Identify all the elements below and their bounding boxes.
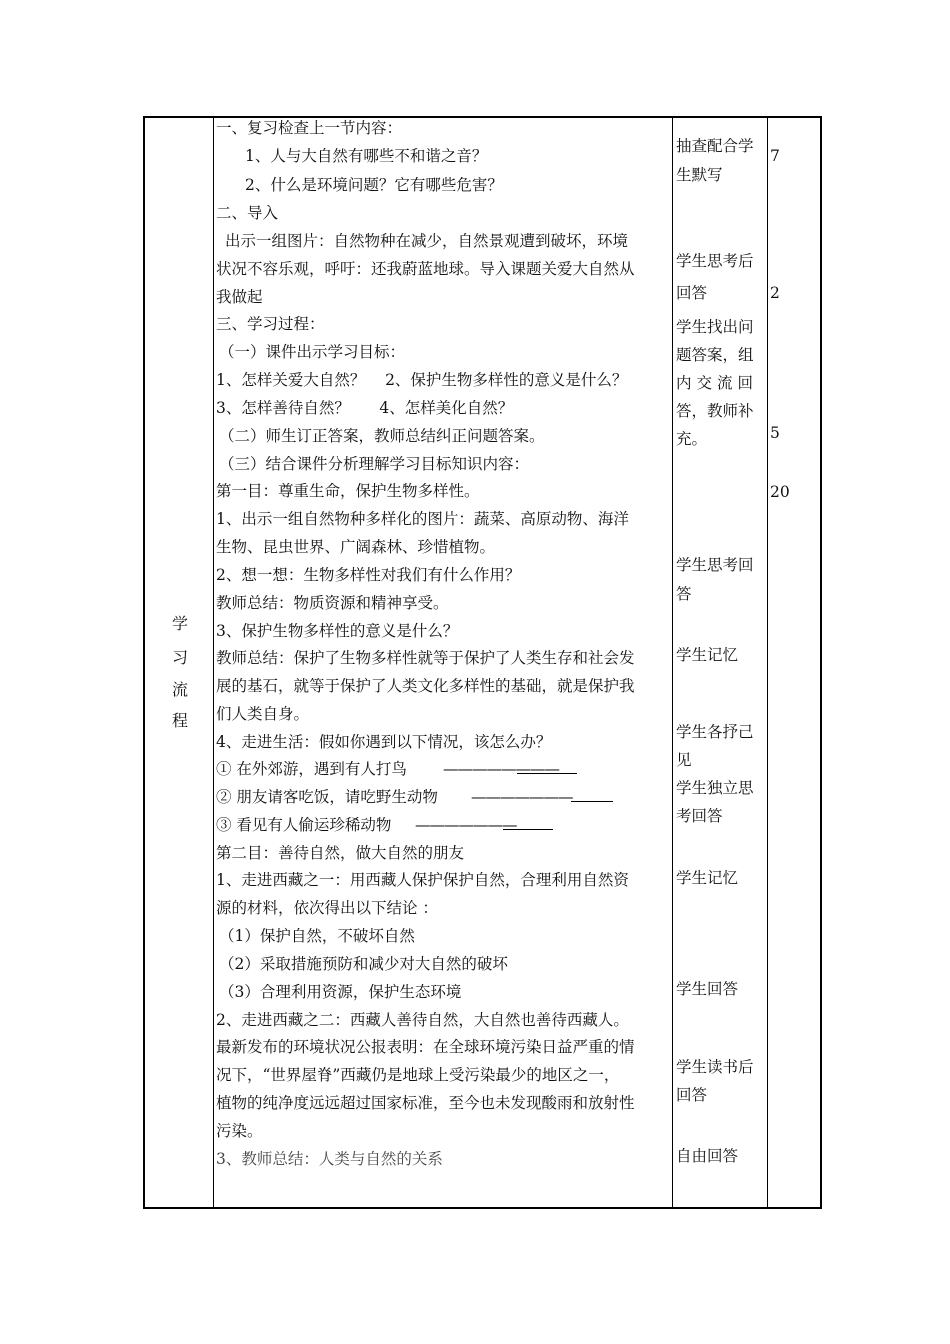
activity-line: 学生思考回 (676, 556, 754, 574)
dash-line: ——————— (471, 788, 573, 806)
content-line: 状况不容乐观，呼吁：还我蔚蓝地球。导入课题关爱大自然从 (216, 260, 635, 278)
dash-line: ———————— (443, 760, 559, 778)
content-line: 教师总结：保护了生物多样性就等于保护了人类生存和社会发 (216, 649, 635, 667)
content-line: 4、走进生活：假如你遇到以下情况，该怎么办？ (216, 733, 552, 751)
content-line: 1、出示一组自然物种多样化的图片：蔬菜、高原动物、海洋 (216, 510, 629, 528)
content-line: 们人类自身。 (216, 705, 310, 723)
activity-line: 学生思考后 (676, 252, 754, 270)
scenario-line (216, 759, 407, 779)
time-value: 5 (770, 424, 780, 442)
activity-line: 学生记忆 (676, 869, 739, 887)
time-value: 20 (770, 483, 790, 501)
section-label-char: 学 (171, 614, 188, 633)
activity-line: 学生读书后 (676, 1058, 754, 1076)
section-label-char: 程 (171, 711, 188, 730)
content-line: 二、导入 (216, 204, 279, 222)
activity-line: 见 (676, 751, 692, 769)
activity-line: 生默写 (676, 166, 723, 184)
content-line: 污染。 (216, 1122, 263, 1140)
content-line: 2、什么是环境问题？它有哪些危害？ (245, 176, 503, 194)
column-divider (767, 118, 768, 1207)
answer-blank (503, 815, 553, 830)
column-divider (213, 118, 214, 1207)
activity-line: 学生记忆 (676, 646, 739, 664)
content-line: 3、怎样善待自然？ 4、怎样美化自然？ (216, 399, 514, 417)
activity-line: 考回答 (676, 807, 723, 825)
content-line: 1、走进西藏之一：用西藏人保护保护自然，合理利用自然资 (216, 871, 629, 889)
scenario-text: ③ 看见有人偷运珍稀动物 (216, 816, 392, 834)
dash-line: ——————— (415, 816, 517, 834)
activity-line: 学生回答 (676, 980, 739, 998)
content-line: 3、教师总结：人类与自然的关系 (216, 1150, 443, 1168)
content-line: 三、学习过程： (216, 315, 325, 333)
content-line: （3）合理利用资源，保护生态环境 (219, 983, 462, 1001)
section-label-char: 习 (171, 648, 188, 667)
activity-line: 自由回答 (676, 1147, 739, 1165)
content-line: 1、人与大自然有哪些不和谐之音？ (245, 147, 488, 165)
time-value: 2 (770, 284, 780, 302)
answer-blank (571, 787, 613, 802)
content-line: 2、走进西藏之二：西藏人善待自然，大自然也善待西藏人。 (216, 1011, 629, 1029)
activity-line: 回答 (676, 1086, 708, 1104)
content-line: （三）结合课件分析理解学习目标知识内容： (219, 455, 530, 473)
content-line: （1）保护自然，不破坏自然 (219, 927, 415, 945)
activity-line: 学生找出问 (676, 318, 754, 336)
scenario-text: ① 在外郊游，遇到有人打鸟 (216, 760, 407, 778)
answer-blank (517, 759, 577, 774)
activity-line: 答 (676, 585, 692, 603)
scenario-line (216, 787, 438, 807)
lesson-flow-table (143, 116, 822, 1209)
content-line: 教师总结：物质资源和精神享受。 (216, 594, 449, 612)
content-line: 一、复习检查上一节内容： (216, 119, 403, 137)
content-line: 第一目：尊重生命，保护生物多样性。 (216, 482, 480, 500)
content-line: （二）师生订正答案，教师总结纠正问题答案。 (219, 427, 545, 445)
activity-line: 学生各抒己 (676, 723, 754, 741)
content-line: 最新发布的环境状况公报表明：在全球环境污染日益严重的情 (216, 1038, 635, 1056)
content-line: 展的基石，就等于保护了人类文化多样性的基础，就是保护我 (216, 677, 635, 695)
content-line: 1、怎样关爱大自然？ 2、保护生物多样性的意义是什么？ (216, 371, 628, 389)
content-line: 第二目：善待自然，做大自然的朋友 (216, 844, 465, 862)
content-line: 3、保护生物多样性的意义是什么？ (216, 622, 459, 640)
content-line: 植物的纯净度远远超过国家标准，至今也未发现酸雨和放射性 (216, 1094, 635, 1112)
content-line: 出示一组图片：自然物种在减少，自然景观遭到破坏，环境 (225, 232, 629, 250)
activity-line: 题答案，组 (676, 346, 754, 364)
activity-line: 学生独立思 (676, 779, 754, 797)
content-line: 生物、昆虫世界、广阔森林、珍惜植物。 (216, 538, 496, 556)
content-line: 况下，“世界屋脊”西藏仍是地球上受污染最少的地区之一， (216, 1066, 620, 1084)
content-line: （一）课件出示学习目标： (219, 343, 406, 361)
column-divider (672, 118, 673, 1207)
activity-line: 内交流回 (676, 374, 759, 392)
time-value: 7 (770, 147, 780, 165)
section-label-char: 流 (171, 680, 188, 699)
content-line: 我做起 (216, 288, 263, 306)
content-line: 源的材料，依次得出以下结论 ： (216, 899, 438, 917)
content-line: 2、想一想：生物多样性对我们有什么作用？ (216, 566, 521, 584)
activity-line: 充。 (676, 430, 708, 448)
content-line: （2）采取措施预防和减少对大自然的破坏 (219, 955, 508, 973)
activity-line: 答，教师补 (676, 402, 754, 420)
scenario-text: ② 朋友请客吃饭，请吃野生动物 (216, 788, 438, 806)
activity-line: 抽查配合学 (676, 137, 754, 155)
activity-line: 回答 (676, 284, 708, 302)
scenario-line (216, 815, 391, 835)
